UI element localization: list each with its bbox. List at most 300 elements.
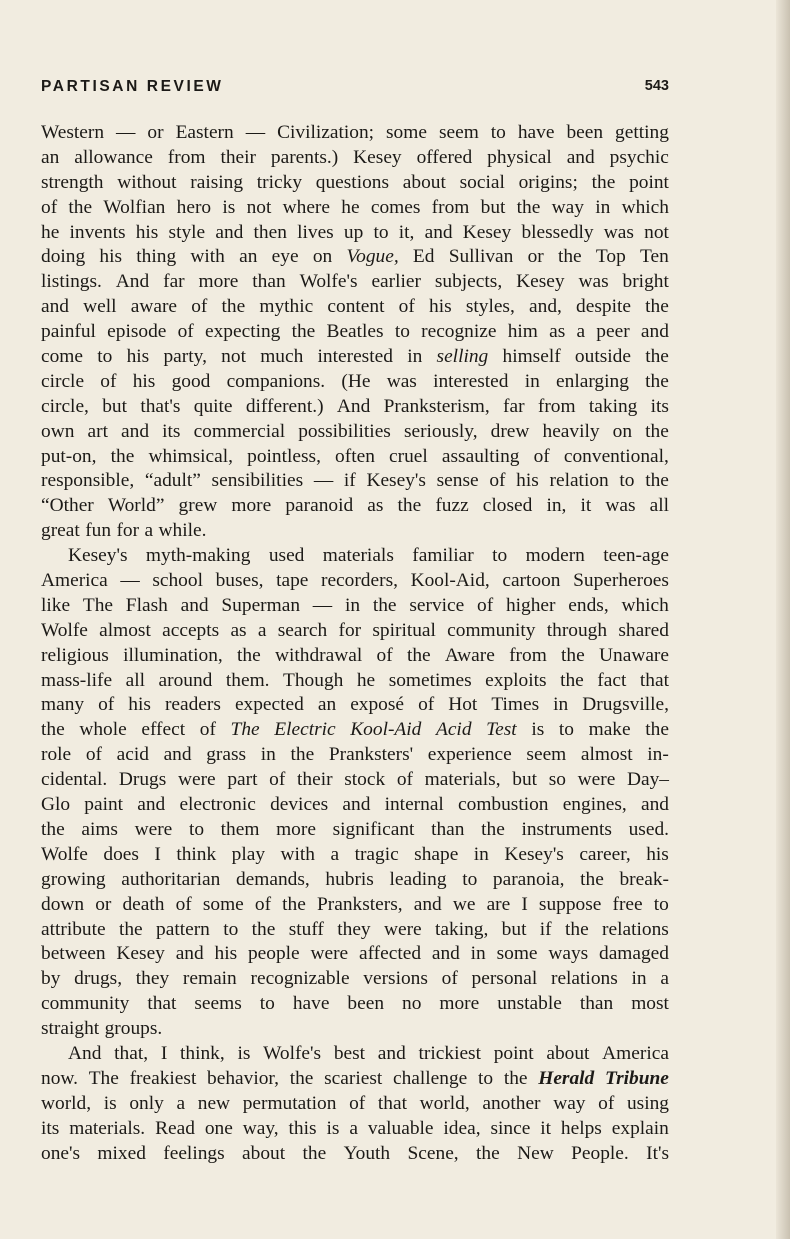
word: different.) xyxy=(245,395,324,417)
word: fun xyxy=(85,520,112,542)
word: they xyxy=(337,918,371,940)
word: Eastern xyxy=(175,122,234,143)
word: to xyxy=(373,221,389,243)
word: thing xyxy=(136,246,177,268)
word: their xyxy=(297,769,333,791)
text-line xyxy=(41,196,669,221)
word: the xyxy=(41,818,65,840)
word: and, xyxy=(529,296,562,318)
word: from xyxy=(167,146,206,168)
word: selling xyxy=(436,346,489,368)
word: and xyxy=(413,893,442,915)
word: in, xyxy=(546,495,567,517)
word: career, xyxy=(579,843,631,865)
word: Herald xyxy=(538,1067,595,1089)
word: that's xyxy=(140,395,181,417)
word: of xyxy=(533,445,550,467)
word: peer xyxy=(596,321,630,343)
word: America xyxy=(602,1042,669,1064)
word: whimsical, xyxy=(148,445,233,467)
text-line xyxy=(41,619,669,644)
word: Flash xyxy=(125,594,168,616)
word: as xyxy=(549,321,566,343)
word: whole xyxy=(79,719,127,741)
word: questions xyxy=(315,171,390,193)
word: of xyxy=(41,196,58,218)
word: Acid xyxy=(435,719,472,741)
word: And xyxy=(115,271,150,293)
word: Wolfe's xyxy=(263,1042,322,1064)
word: them. xyxy=(225,669,270,691)
word: some xyxy=(202,893,244,915)
word: I xyxy=(160,1042,168,1064)
word: as xyxy=(367,495,384,517)
text-line xyxy=(41,345,669,370)
word: the xyxy=(289,1067,314,1089)
word: from xyxy=(509,644,547,666)
word: Pranksterism, xyxy=(383,395,490,417)
text-line xyxy=(41,693,669,718)
word: Pranksters, xyxy=(316,893,403,915)
word: the xyxy=(251,918,276,940)
word: break- xyxy=(619,868,669,890)
text-line xyxy=(41,967,669,992)
word: recognize xyxy=(421,321,497,343)
word: Pranksters' xyxy=(328,744,414,766)
text-line xyxy=(41,171,669,196)
word: his xyxy=(429,296,452,318)
word: of xyxy=(477,594,494,616)
word: way, xyxy=(242,1117,279,1139)
word: is xyxy=(222,196,236,218)
word: a xyxy=(257,619,267,641)
word: Tribune xyxy=(604,1067,669,1089)
word: the xyxy=(68,196,93,218)
word: mixed xyxy=(97,1142,146,1164)
word: behavior, xyxy=(207,1067,279,1089)
word: to xyxy=(223,918,239,940)
text-line xyxy=(41,992,669,1017)
word: Ed xyxy=(412,246,435,268)
word: was xyxy=(578,271,609,293)
word: and xyxy=(41,296,69,318)
word: the xyxy=(561,644,585,666)
word: up xyxy=(343,221,364,243)
word: way xyxy=(553,1092,586,1114)
word: modern xyxy=(525,545,585,567)
word: — xyxy=(116,122,136,143)
word: Though xyxy=(283,669,344,691)
word: heavily xyxy=(542,420,600,442)
word: Kesey's xyxy=(504,843,564,865)
word: raising xyxy=(190,171,244,193)
word: was xyxy=(386,370,417,392)
text-line xyxy=(41,718,669,743)
word: interested xyxy=(433,370,509,392)
word: were xyxy=(577,769,616,791)
word: hubris xyxy=(325,868,374,890)
word: seem xyxy=(526,744,567,766)
word: the xyxy=(237,644,261,666)
word: commercial xyxy=(193,420,286,442)
word: from xyxy=(431,196,470,218)
word: about xyxy=(546,1042,590,1064)
word: hero xyxy=(176,196,212,218)
word: put-on, xyxy=(41,445,97,467)
word: no xyxy=(402,993,422,1015)
word: quite xyxy=(193,395,233,417)
word: paranoia, xyxy=(492,868,565,890)
word: instruments xyxy=(521,818,612,840)
word: scariest xyxy=(324,1067,383,1089)
word: if xyxy=(539,918,552,940)
word: straight xyxy=(41,1018,100,1040)
word: internal xyxy=(384,794,444,816)
word: It's xyxy=(646,1142,669,1164)
word: the xyxy=(645,346,669,368)
word: aims xyxy=(81,818,118,840)
word: origins; xyxy=(518,171,578,193)
word: was xyxy=(603,221,634,243)
word: paint xyxy=(84,794,124,816)
word: it xyxy=(540,1117,552,1139)
word: about xyxy=(402,171,446,193)
word: religious xyxy=(41,644,109,666)
page-number: 543 xyxy=(644,78,669,94)
text-line xyxy=(41,818,669,843)
word: listings. xyxy=(41,271,102,293)
text-line xyxy=(41,1042,669,1067)
text-line xyxy=(41,1017,669,1042)
word: and xyxy=(215,221,244,243)
word: of xyxy=(269,769,286,791)
word: Wolfe's xyxy=(299,271,358,293)
word: unstable xyxy=(497,993,562,1015)
word: his xyxy=(646,843,669,865)
word: mythic xyxy=(259,296,314,318)
word: the xyxy=(557,246,582,268)
word: physical xyxy=(487,146,552,168)
word: I xyxy=(521,893,528,915)
word: new xyxy=(197,1092,231,1114)
word: almost xyxy=(99,619,151,641)
text-line xyxy=(41,395,669,420)
word: exploits xyxy=(485,669,547,691)
word: of xyxy=(175,893,192,915)
word: Hot xyxy=(448,694,478,716)
word: his xyxy=(126,346,150,368)
word: New xyxy=(517,1142,554,1164)
word: Kool-Aid, xyxy=(410,570,490,592)
word: higher xyxy=(505,594,556,616)
word: well xyxy=(83,296,117,318)
word: used. xyxy=(628,818,669,840)
word: the xyxy=(580,868,604,890)
word: it xyxy=(580,495,592,517)
word: on xyxy=(612,420,633,442)
word: in xyxy=(631,968,647,990)
word: of xyxy=(598,1092,615,1114)
word: seriously, xyxy=(403,420,478,442)
word: Kesey xyxy=(353,146,402,168)
word: Sullivan xyxy=(448,246,514,268)
word: Scene, xyxy=(407,1142,459,1164)
word: remain xyxy=(182,968,237,990)
word: which xyxy=(621,196,669,218)
text-line xyxy=(41,370,669,395)
word: through xyxy=(546,619,608,641)
word: offered xyxy=(416,146,473,168)
word: taking, xyxy=(435,918,489,940)
word: of xyxy=(441,968,458,990)
word: most xyxy=(631,993,669,1015)
word: service xyxy=(409,594,465,616)
text-line xyxy=(41,942,669,967)
word: death xyxy=(122,893,165,915)
word: tragic xyxy=(354,843,399,865)
word: suppose xyxy=(538,893,602,915)
word: the xyxy=(372,594,397,616)
word: freakiest xyxy=(129,1067,197,1089)
word: painful xyxy=(41,321,96,343)
word: eye xyxy=(271,246,299,268)
text-line xyxy=(41,469,669,494)
word: psychic xyxy=(609,146,669,168)
word: effect xyxy=(141,719,186,741)
word: spiritual xyxy=(372,619,436,641)
word: an xyxy=(239,246,258,268)
word: the xyxy=(397,495,422,517)
word: is xyxy=(326,1117,340,1139)
word: accepts xyxy=(162,619,220,641)
word: sensibilities xyxy=(211,470,304,492)
word: the xyxy=(516,196,541,218)
word: Superheroes xyxy=(573,570,669,592)
word: pattern xyxy=(156,918,210,940)
word: between xyxy=(41,943,106,965)
word: is xyxy=(531,719,545,741)
word: — xyxy=(120,570,140,592)
word: think xyxy=(176,843,217,865)
word: were xyxy=(383,918,422,940)
text-line xyxy=(41,669,669,694)
word: of xyxy=(199,719,216,741)
word: play xyxy=(231,843,266,865)
word: which xyxy=(621,594,669,616)
word: taking xyxy=(588,395,638,417)
word: so xyxy=(548,769,566,791)
word: are xyxy=(486,893,511,915)
word: almost xyxy=(580,744,633,766)
text-line xyxy=(41,146,669,171)
word: in- xyxy=(647,744,669,766)
word: leading xyxy=(389,868,447,890)
word: blessedly xyxy=(521,221,594,243)
word: more xyxy=(231,495,272,517)
word: pointless, xyxy=(247,445,321,467)
text-line xyxy=(41,644,669,669)
word: a xyxy=(144,520,154,542)
word: exposé xyxy=(350,694,405,716)
word: materials xyxy=(322,545,394,567)
word: of xyxy=(349,1092,366,1114)
word: World” xyxy=(107,495,165,517)
word: think, xyxy=(180,1042,225,1064)
word: a xyxy=(176,1092,186,1114)
word: he xyxy=(341,196,360,218)
word: the xyxy=(291,321,316,343)
word: in xyxy=(524,370,540,392)
word: its xyxy=(162,420,181,442)
text-line xyxy=(41,245,669,270)
word: episode xyxy=(107,321,167,343)
word: he xyxy=(41,221,60,243)
word: to xyxy=(619,470,635,492)
word: now. xyxy=(41,1067,78,1089)
word: cidental. xyxy=(41,769,108,791)
word: on xyxy=(312,246,333,268)
word: Ten xyxy=(640,246,669,268)
word: recognizable xyxy=(250,968,350,990)
word: they xyxy=(135,968,170,990)
word: ways xyxy=(548,943,589,965)
word: his xyxy=(135,221,159,243)
word: and xyxy=(431,943,460,965)
word: the xyxy=(476,1142,500,1164)
word: the xyxy=(282,893,306,915)
word: way xyxy=(551,196,584,218)
word: stuff xyxy=(288,918,324,940)
word: the xyxy=(41,719,65,741)
text-line xyxy=(41,793,669,818)
word: Kesey xyxy=(462,221,512,243)
word: sometimes xyxy=(388,669,472,691)
word: relations xyxy=(550,968,618,990)
word: its xyxy=(41,1117,60,1139)
word: The xyxy=(88,1067,119,1089)
word: companions. xyxy=(226,370,326,392)
word: Kesey xyxy=(116,943,165,965)
word: sense xyxy=(436,470,479,492)
word: cruel xyxy=(389,445,428,467)
word: content xyxy=(327,296,385,318)
word: drugs, xyxy=(74,968,123,990)
word: to xyxy=(259,993,275,1015)
word: groups. xyxy=(104,1018,163,1040)
word: seems xyxy=(194,993,242,1015)
word: growing xyxy=(41,868,106,890)
word: America xyxy=(41,570,108,592)
word: far xyxy=(503,395,525,417)
word: Electric xyxy=(274,719,336,741)
word: to xyxy=(492,545,508,567)
word: expected xyxy=(234,694,304,716)
word: part xyxy=(227,769,258,791)
word: despite xyxy=(576,296,631,318)
word: around xyxy=(158,669,213,691)
word: Beatles xyxy=(326,321,384,343)
word: but xyxy=(512,769,538,791)
word: The xyxy=(82,594,114,616)
word: fuzz xyxy=(435,495,469,517)
word: much xyxy=(260,346,304,368)
word: Aware xyxy=(444,644,495,666)
word: to xyxy=(558,719,574,741)
word: Times xyxy=(491,694,540,716)
word: a xyxy=(330,843,340,865)
word: far xyxy=(163,271,185,293)
word: of xyxy=(376,644,393,666)
word: grew xyxy=(178,495,218,517)
word: party, xyxy=(163,346,207,368)
word: challenge xyxy=(392,1067,468,1089)
word: ends, xyxy=(568,594,609,616)
word: its xyxy=(650,395,669,417)
word: buses, xyxy=(215,570,264,592)
word: and xyxy=(121,420,150,442)
word: in xyxy=(553,694,569,716)
word: him xyxy=(507,321,538,343)
word: but xyxy=(480,196,506,218)
word: of xyxy=(254,893,272,915)
word: point xyxy=(629,171,669,193)
text-line xyxy=(41,270,669,295)
word: cartoon xyxy=(502,570,561,592)
word: own xyxy=(41,420,75,442)
word: recorders, xyxy=(320,570,398,592)
text-line xyxy=(41,544,669,569)
word: familiar xyxy=(412,545,474,567)
word: often xyxy=(335,445,375,467)
word: Wolfian xyxy=(103,196,166,218)
word: of xyxy=(177,321,194,343)
word: significant xyxy=(332,818,415,840)
word: a xyxy=(660,968,669,990)
word: the xyxy=(221,296,246,318)
word: many xyxy=(41,694,85,716)
word: that xyxy=(377,1092,407,1114)
word: electronic xyxy=(179,794,256,816)
text-line xyxy=(41,569,669,594)
word: and xyxy=(137,794,166,816)
word: but xyxy=(501,918,527,940)
word: interested xyxy=(317,346,393,368)
word: were xyxy=(134,818,173,840)
word: Western xyxy=(41,122,105,143)
word: community xyxy=(41,993,130,1015)
word: getting xyxy=(615,122,669,143)
word: invents xyxy=(69,221,126,243)
text-line xyxy=(41,1142,669,1167)
word: readers xyxy=(164,694,221,716)
word: allowance xyxy=(74,146,153,168)
word: teen-age xyxy=(603,545,669,567)
word: to xyxy=(462,868,478,890)
word: Top xyxy=(595,246,626,268)
word: feelings xyxy=(163,1142,225,1164)
word: from xyxy=(537,395,576,417)
word: used xyxy=(268,545,305,567)
word: his xyxy=(99,246,123,268)
word: for xyxy=(116,520,140,542)
text-line xyxy=(41,295,669,320)
word: to xyxy=(490,122,506,143)
word: he xyxy=(356,669,376,691)
text-line xyxy=(41,918,669,943)
text-line xyxy=(41,121,669,146)
word: shape xyxy=(414,843,459,865)
word: fact xyxy=(597,669,627,691)
